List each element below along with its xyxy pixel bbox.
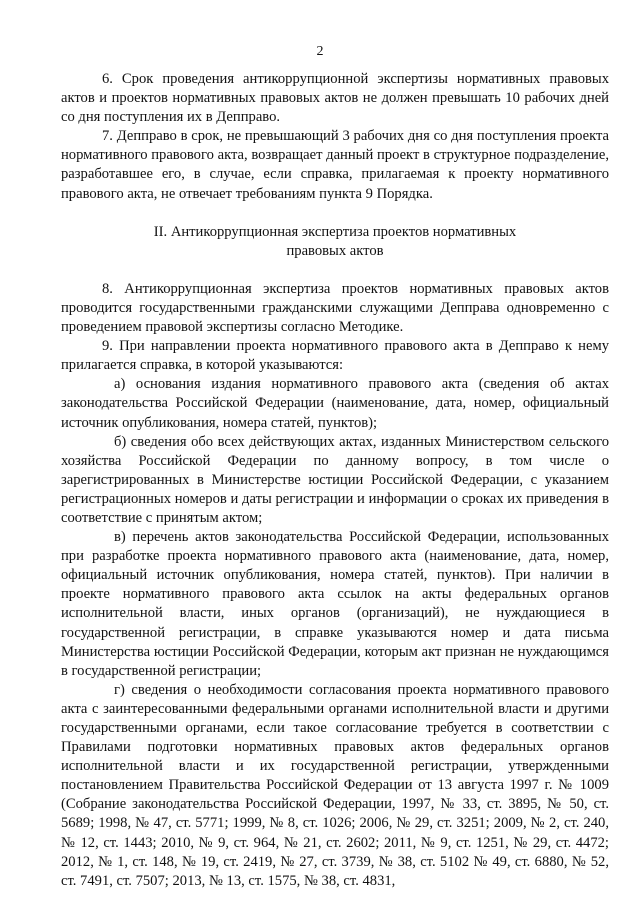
- paragraph-9-g: г) сведения о необходимости согласования проекта нормативного правового акта с заинтересованными федеральными органами исполнительной власти и другими государственными органами, если такое согласование требуется в соответствии с Правилами подготовки нормативных правовых актов федеральных органов исполнительной власти и их государственной регистрации, утвержденными постановлением Правительства Российской Федерации от 13 августа 1997 г. № 1009 (Собрание законодательства Российской Федерации, 1997, № 33, ст. 3895, № 50, ст. 5689; 1998, № 47, ст. 5771; 1999, № 8, ст. 1026; 2006, № 29, ст. 3251; 2009, № 2, ст. 240, № 12, ст. 1443; 2010, № 9, ст. 964, № 21, ст. 2602; 2011, № 9, ст. 1251, № 29, ст. 4472; 2012, № 1, ст. 148, № 19, ст. 2419, № 27, ст. 3739, № 38, ст. 5102 № 49, ст. 6880, № 52, ст. 7491, ст. 7507; 2013, № 13, ст. 1575, № 38, ст. 4831,: [61, 681, 609, 889]
- section-heading-line-1: II. Антикоррупционная экспертиза проектов нормативных: [153, 223, 517, 240]
- paragraph-7: 7. Депправо в срок, не превышающий 3 рабочих дня со дня поступления проекта нормативного правового акта, возвращает данный проект в структурное подразделение, разработавшее его, в случае, если справка, прилагаемая к проекту нормативного правового акта, не отвечает требованиям пункта 9 Порядка.: [61, 128, 609, 202]
- paragraph-8: 8. Антикоррупционная экспертиза проектов нормативных правовых актов проводится государственными гражданскими служащими Депправа одновременно с проведением правовой экспертизы согласно Методике.: [61, 280, 609, 336]
- paragraph-6: 6. Срок проведения антикоррупционной экспертизы нормативных правовых актов и проектов нормативных правовых актов не должен превышать 10 рабочих дней со дня поступления их в Депправо.: [61, 71, 609, 126]
- section-heading: [61, 223, 609, 261]
- spacer: [61, 261, 609, 280]
- paragraph-9-b: б) сведения обо всех действующих актах, изданных Министерством сельского хозяйства Российской Федерации по данному вопросу, в том числе о зарегистрированных в Министерстве юстиции Российской Федерации, с указанием регистрационных номеров и даты регистрации и информации о сроках их приведения в соответствие с принятым актом;: [61, 433, 609, 526]
- paragraph-9-a: а) основания издания нормативного правового акта (сведения об актах законодательства Российской Федерации (наименование, дата, номер, официальный источник опубликования, номера статей, пунктов);: [61, 376, 609, 431]
- paragraph-9: 9. При направлении проекта нормативного правового акта в Депправо к нему прилагается справка, в которой указываются:: [61, 338, 609, 374]
- section-heading-line-2: правовых актов: [286, 242, 384, 259]
- page-number: 2: [316, 44, 324, 59]
- document-body: [61, 70, 609, 891]
- spacer: [61, 204, 609, 223]
- paragraph-9-v: в) перечень актов законодательства Российской Федерации, использованных при разработке проекта нормативного правового акта (наименование, дата, номер, официальный источник опубликования, номера статей, пунктов). При наличии в проекте нормативного правового акта ссылок на акты федеральных органов исполнительной власти, иных органов (организаций), не нуждающиеся в государственной регистрации, в справке указываются номер и дата письма Министерства юстиции Российской Федерации, которым акт признан не нуждающимся в государственной регистрации;: [61, 529, 609, 679]
